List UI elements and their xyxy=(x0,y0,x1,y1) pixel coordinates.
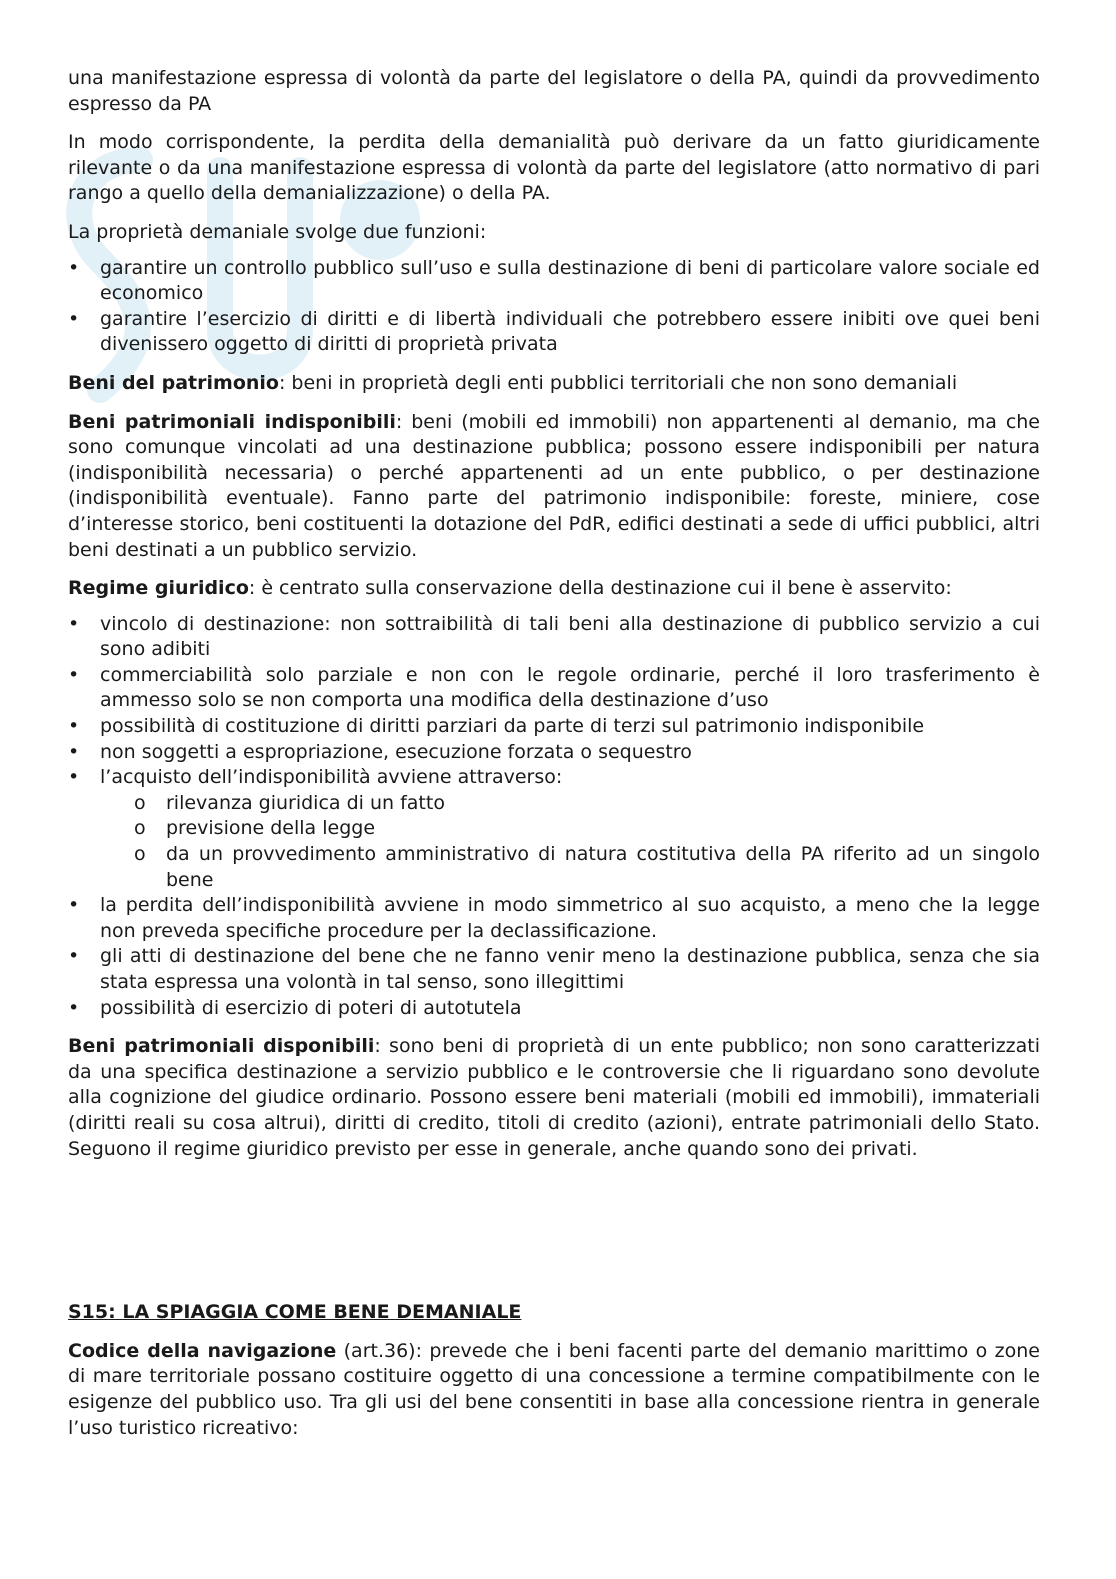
document-page xyxy=(68,66,1040,1454)
bullet-icon: • xyxy=(68,256,80,279)
list-item: • la perdita dell’indisponibilità avviene in modo simmetrico al suo acquisto, a meno che la legge non preveda specifiche procedure per la declassificazione. xyxy=(68,894,1040,942)
term-codice-navigazione: Codice della navigazione xyxy=(68,1339,337,1362)
bullet-icon: • xyxy=(68,996,80,1019)
section-heading: S15: LA SPIAGGIA COME BENE DEMANIALE xyxy=(68,1301,522,1324)
acquisto-sublist xyxy=(100,791,1040,893)
term-beni-indisponibili: Beni patrimoniali indisponibili xyxy=(68,410,396,433)
paragraph-codice-navigazione: Codice della navigazione (art.36): prevede che i beni facenti parte del demanio marittimo o zone di mare territoriale possano costituire oggetto di una concessione a termine compatibilmente con le esigenze del pubblico uso. Tra gli usi del bene consentiti in base alla concessione rientra in generale l’uso turistico ricreativo: xyxy=(68,1339,1041,1439)
paragraph-regime-giuridico: Regime giuridico: è centrato sulla conservazione della destinazione cui il bene è asservito: xyxy=(68,577,952,600)
list-item: • possibilità di costituzione di diritti parziari da parte di terzi sul patrimonio indisponibile xyxy=(68,714,1040,740)
list-item: • non soggetti a espropriazione, esecuzione forzata o sequestro xyxy=(68,740,1040,766)
sub-list-item: o previsione della legge xyxy=(100,816,1040,842)
list-item: • garantire l’esercizio di diritti e di libertà individuali che potrebbero essere inibiti ove quei beni divenissero oggetto di diritti di proprietà privata xyxy=(68,307,1040,356)
paragraph-intro: una manifestazione espressa di volontà da parte del legislatore o della PA, quindi da provvedimento espresso da PA xyxy=(68,67,1040,115)
circle-bullet-icon: o xyxy=(134,791,146,814)
term-regime-giuridico: Regime giuridico xyxy=(68,577,249,600)
paragraph-beni-patrimonio: Beni del patrimonio: beni in proprietà degli enti pubblici territoriali che non sono demaniali xyxy=(68,371,958,394)
list-item: • l’acquisto dell’indisponibilità avviene attraverso: o rilevanza giuridica di un fatto o previsione della legge o da un provvedimento amministrativo di natura costitutiva della PA riferito ad un singolo bene xyxy=(68,765,1040,893)
list-item: • gli atti di destinazione del bene che ne fanno venir meno la destinazione pubblica, senza che sia stata espressa una volontà in tal senso, sono illegittimi xyxy=(68,945,1040,993)
term-beni-patrimonio: Beni del patrimonio xyxy=(68,371,279,394)
sub-list-item: o da un provvedimento amministrativo di natura costitutiva della PA riferito ad un singolo bene xyxy=(134,843,1040,891)
paragraph-beni-indisponibili: Beni patrimoniali indisponibili: beni (mobili ed immobili) non appartenenti al demanio, ma che sono comunque vincolati ad una destinazione pubblica; possono essere indisponibili per natura (indisponibilità necessaria) o perché appartenenti ad un ente pubblico, o per destinazione (indisponibilità eventuale). Fanno parte del patrimonio indisponibile: foreste, miniere, cose d’interesse storico, beni costituenti la dotazione del PdR, edifici destinati a sede di uffici pubblici, altri beni destinati a un pubblico servizio. xyxy=(68,410,1041,561)
functions-list xyxy=(68,256,1040,358)
list-item: • garantire un controllo pubblico sull’uso e sulla destinazione di beni di particolare valore sociale ed economico xyxy=(68,256,1040,305)
regime-list xyxy=(68,612,1040,1022)
bullet-icon: • xyxy=(68,766,80,789)
bullet-icon: • xyxy=(68,945,80,968)
circle-bullet-icon: o xyxy=(134,817,146,840)
paragraph-perdita-demanialita: In modo corrispondente, la perdita della demanialità può derivare da un fatto giuridicamente rilevante o da una manifestazione espressa di volontà da parte del legislatore (atto normativo di pari rango a quello della demanializzazione) o della PA. xyxy=(68,131,1040,205)
list-item: • vincolo di destinazione: non sottraibilità di tali beni alla destinazione di pubblico servizio a cui sono adibiti xyxy=(68,612,1040,661)
list-item: • possibilità di esercizio di poteri di autotutela xyxy=(68,996,1040,1022)
list-item: • commerciabilità solo parziale e non con le regole ordinarie, perché il loro trasferimento è ammesso solo se non comporta una modifica della destinazione d’uso xyxy=(68,663,1040,712)
paragraph-funzioni: La proprietà demaniale svolge due funzioni: xyxy=(68,220,487,243)
bullet-icon: • xyxy=(68,740,80,763)
bullet-icon: • xyxy=(68,663,80,686)
bullet-icon: • xyxy=(68,307,80,330)
bullet-icon: • xyxy=(68,715,80,738)
circle-bullet-icon: o xyxy=(134,843,146,866)
paragraph-beni-disponibili: Beni patrimoniali disponibili: sono beni di proprietà di un ente pubblico; non sono caratterizzati da una specifica destinazione a servizio pubblico e le controversie che li riguardano sono devolute alla cognizione del giudice ordinario. Possono essere beni materiali (mobili ed immobili), immateriali (diritti reali su cosa altrui), diritti di credito, titoli di credito (azioni), entrate patrimoniali dello Stato. Seguono il regime giuridico previsto per esse in generale, anche quando sono dei privati. xyxy=(68,1035,1041,1160)
bullet-icon: • xyxy=(68,894,80,917)
sub-list-item: o rilevanza giuridica di un fatto xyxy=(100,791,1040,817)
term-beni-disponibili: Beni patrimoniali disponibili xyxy=(68,1035,375,1058)
bullet-icon: • xyxy=(68,612,80,635)
